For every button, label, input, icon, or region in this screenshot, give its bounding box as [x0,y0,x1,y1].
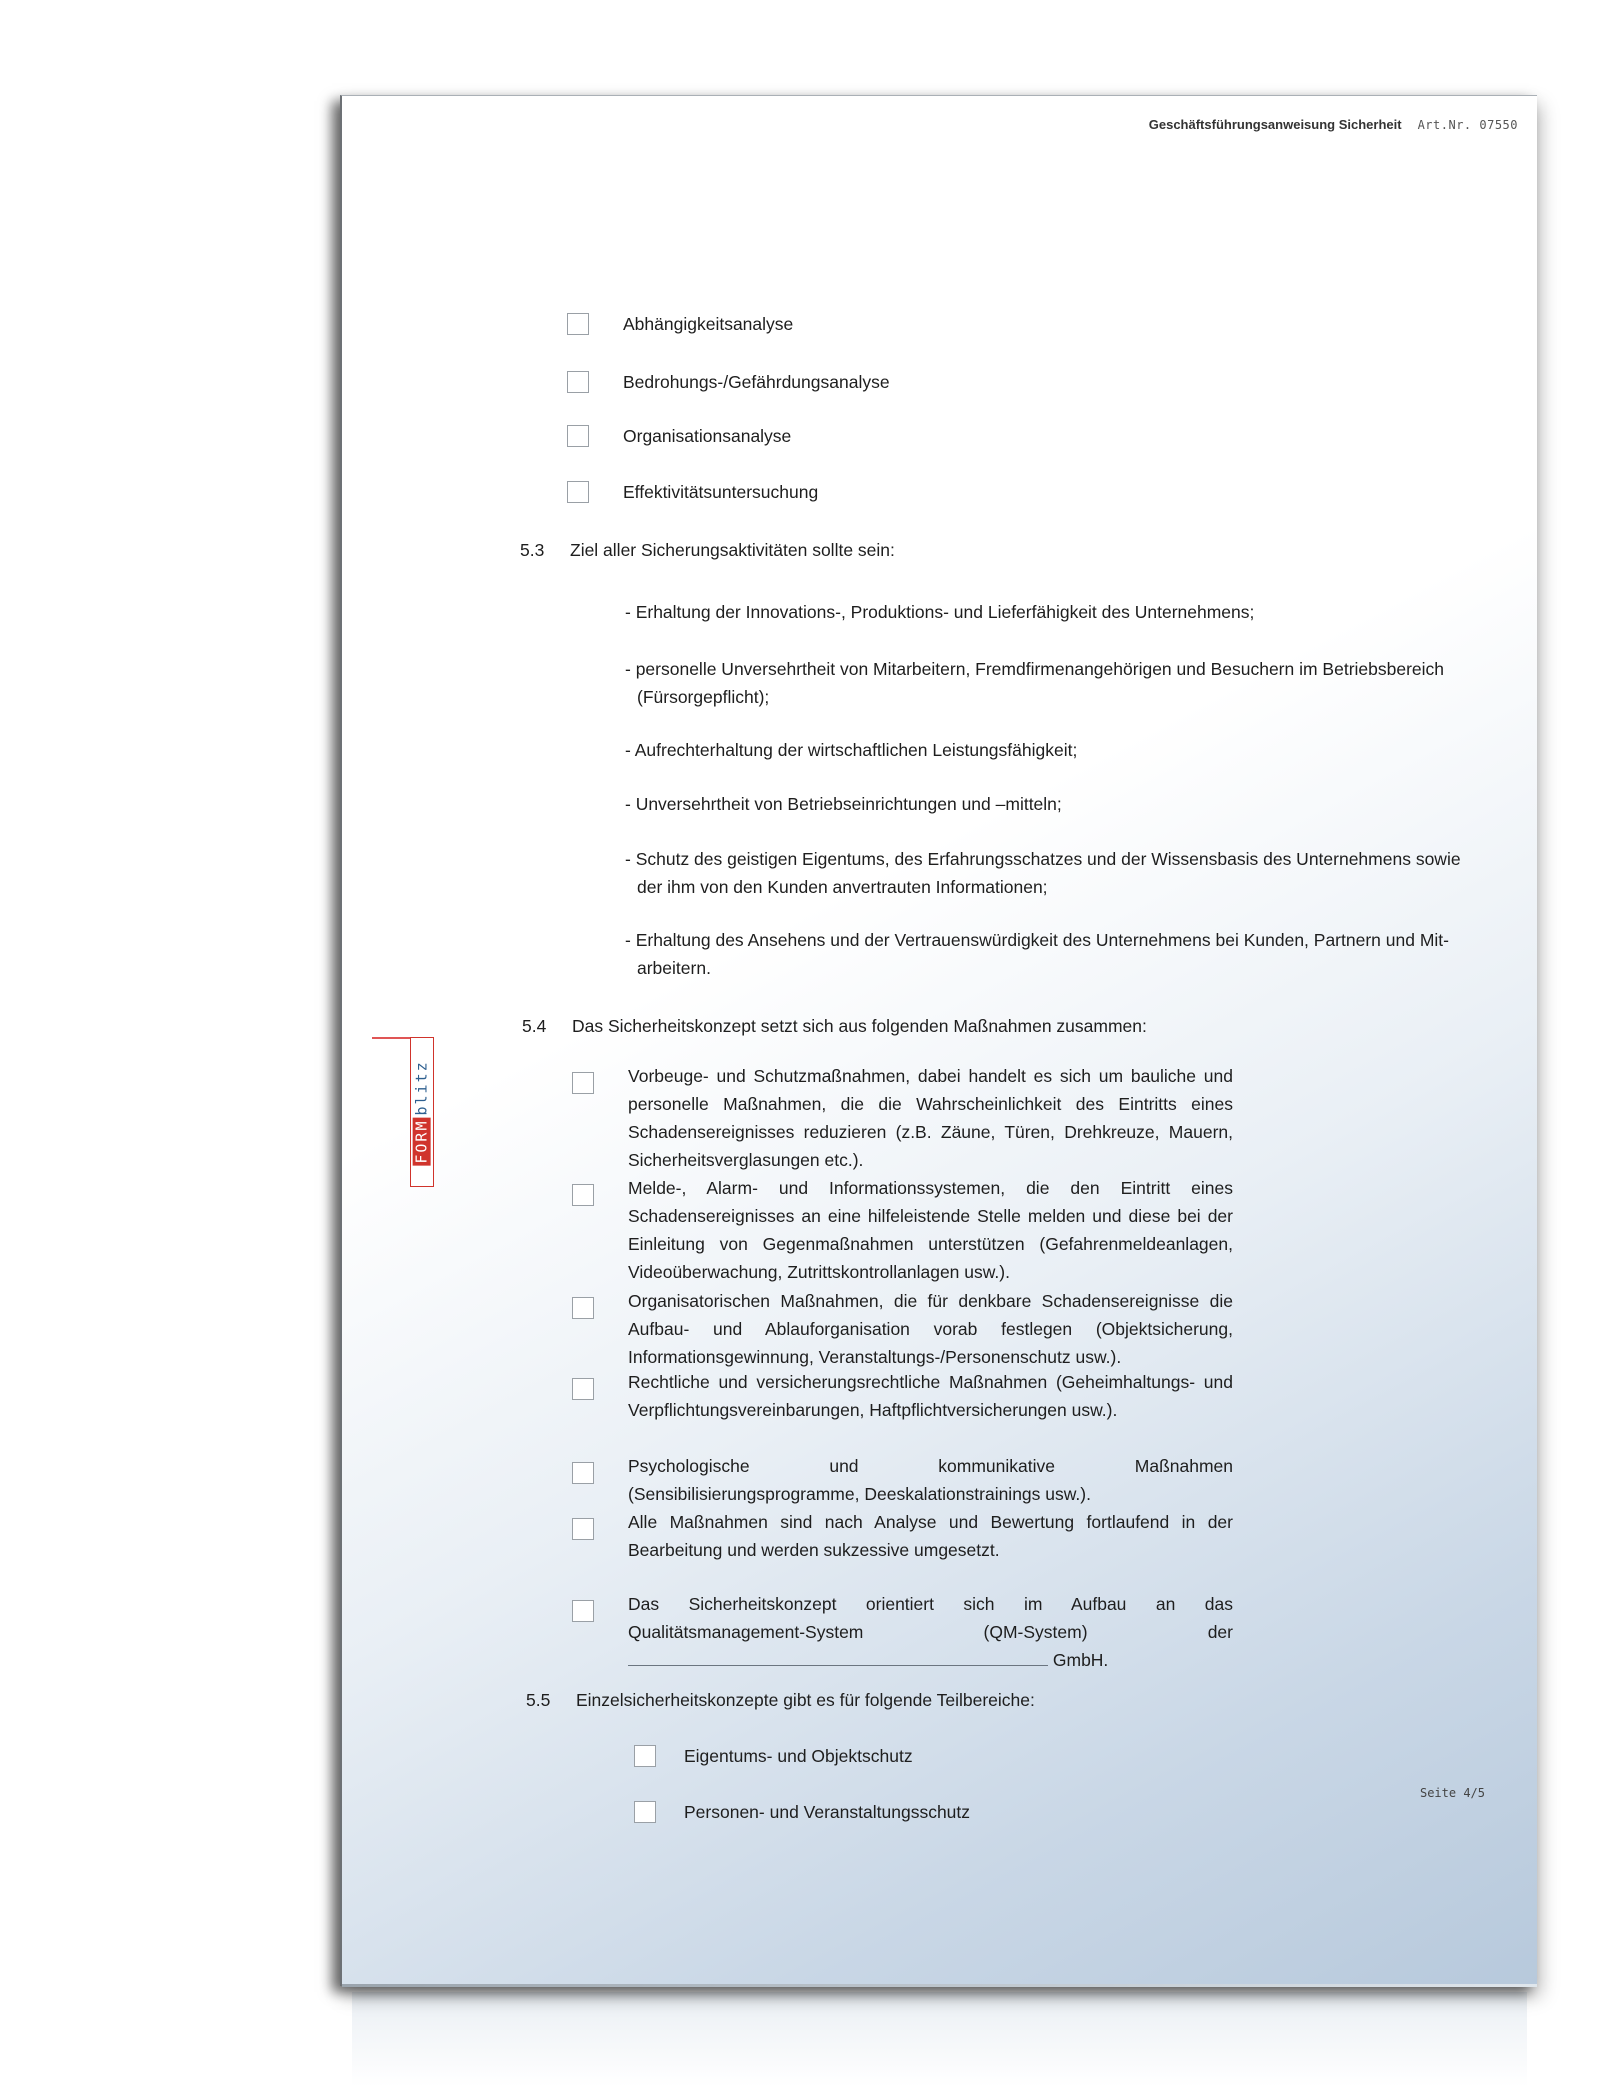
measure-text: Alle Maßnahmen sind nach Analyse und Bewertung fortlaufend in der Bearbeitung und werden sukzessive umgesetzt. [628,1512,1233,1560]
checkbox[interactable] [572,1518,594,1540]
checkbox[interactable] [567,425,589,447]
page-reflection [352,1992,1527,2087]
page-header [1149,117,1518,132]
goal-item: - Erhaltung des Ansehens und der Vertrauenswürdigkeit des Unternehmens bei Kunden, Partnern und Mit- arbeitern. [625,930,1449,978]
measure-text: Vorbeuge- und Schutzmaßnahmen, dabei handelt es sich um bauliche und personelle Maßnahmen, die die Wahrscheinlichkeit des Eintritts eines Schadensereignisses reduzieren (z.B. Zäune, Türen, Drehkreuze, Mauern, Sicherheitsverglasungen etc.). [628,1066,1233,1170]
section-title: Einzelsicherheitskonzepte gibt es für folgende Teilbereiche: [576,1690,1035,1710]
brand-logo [410,1037,434,1187]
checkbox[interactable] [572,1462,594,1484]
goal-item: - Erhaltung der Innovations-, Produktions- und Lieferfähigkeit des Unternehmens; [625,602,1255,622]
checkbox[interactable] [634,1745,656,1767]
checkbox[interactable] [634,1801,656,1823]
measure-text: Rechtliche und versicherungsrechtliche Maßnahmen (Geheimhaltungs- und Verpflichtungsvereinbarungen, Haftpflichtversicherungen usw.). [628,1372,1233,1420]
checkbox[interactable] [567,481,589,503]
analysis-label: Organisationsanalyse [623,426,792,446]
measure-item[interactable] [572,1508,1233,1564]
analysis-label: Bedrohungs-/Gefährdungsanalyse [623,372,890,392]
checkbox[interactable] [567,371,589,393]
brand-logo-part2: blitz [413,1060,431,1116]
section-title: Ziel aller Sicherungsaktivitäten sollte sein: [570,540,895,560]
section-number: 5.4 [522,1016,547,1036]
measure-item[interactable] [572,1452,1233,1508]
article-number: Art.Nr. 07550 [1417,118,1518,132]
measure-item[interactable] [572,1062,1233,1174]
section-number: 5.5 [526,1690,551,1710]
analysis-label: Effektivitätsuntersuchung [623,482,819,502]
measure-item-qm[interactable] [572,1590,1233,1674]
subarea-item[interactable] [634,1742,913,1770]
section-heading-5-5 [526,1690,1035,1711]
analysis-item[interactable] [567,422,791,450]
company-name-blank[interactable] [628,1665,1048,1666]
goal-item: - personelle Unversehrtheit von Mitarbeitern, Fremdfirmenangehörigen und Besuchern im Betriebsbereich (Fürsorgepflicht); [625,659,1445,707]
checkbox[interactable] [572,1600,594,1622]
checkbox[interactable] [572,1378,594,1400]
section-heading-5-4 [522,1016,1147,1037]
measure-item[interactable] [572,1174,1233,1286]
section-heading-5-3 [520,540,895,561]
checkbox[interactable] [567,313,589,335]
analysis-item[interactable] [567,310,793,338]
section-number: 5.3 [520,540,545,560]
analysis-item[interactable] [567,478,818,506]
measure-item[interactable] [572,1287,1233,1371]
measure-text: Organisatorischen Maßnahmen, die für denkbare Schadensereignisse die Aufbau- und Ablauforganisation vorab festlegen (Objektsicherung, Informationsgewinnung, Veranstaltungs-/Personenschutz usw.). [628,1291,1233,1367]
measure-text: Melde-, Alarm- und Informationssystemen, die den Eintritt eines Schadensereignisses an eine hilfeleistende Stelle melden und diese bei der Einleitung von Gegenmaßnahmen unterstützen (Gefahrenmeldeanlagen, Videoüberwachung, Zutrittskontrollanlagen usw.). [628,1178,1233,1282]
checkbox[interactable] [572,1072,594,1094]
subarea-label: Personen- und Veranstaltungsschutz [684,1802,971,1822]
goal-item: - Unversehrtheit von Betriebseinrichtungen und –mitteln; [625,794,1062,814]
goal-item: - Aufrechterhaltung der wirtschaftlichen Leistungsfähigkeit; [625,740,1078,760]
subarea-item[interactable] [634,1798,970,1826]
analysis-label: Abhängigkeitsanalyse [623,314,794,334]
page-number: Seite 4/5 [1419,1786,1485,1800]
brand-logo-part1: FORM [413,1119,431,1164]
company-suffix: GmbH. [1052,1650,1109,1670]
checkbox[interactable] [572,1297,594,1319]
goal-item: - Schutz des geistigen Eigentums, des Erfahrungsschatzes und der Wissensbasis des Unternehmens sowie der ihm von den Kunden anvertrauten Informationen; [625,849,1461,897]
measure-text: Psychologische und kommunikative Maßnahmen (Sensibilisierungsprogramme, Deeskalationstrainings usw.). [628,1456,1233,1504]
section-title: Das Sicherheitskonzept setzt sich aus folgenden Maßnahmen zusammen: [572,1016,1147,1036]
measure-text: Das Sicherheitskonzept orientiert sich im Aufbau an das Qualitätsmanagement-System (QM-System) der [628,1594,1233,1642]
checkbox[interactable] [572,1184,594,1206]
subarea-label: Eigentums- und Objektschutz [684,1746,913,1766]
analysis-item[interactable] [567,368,890,396]
document-title: Geschäftsführungsanweisung Sicherheit [1148,117,1402,132]
measure-item[interactable] [572,1368,1233,1424]
